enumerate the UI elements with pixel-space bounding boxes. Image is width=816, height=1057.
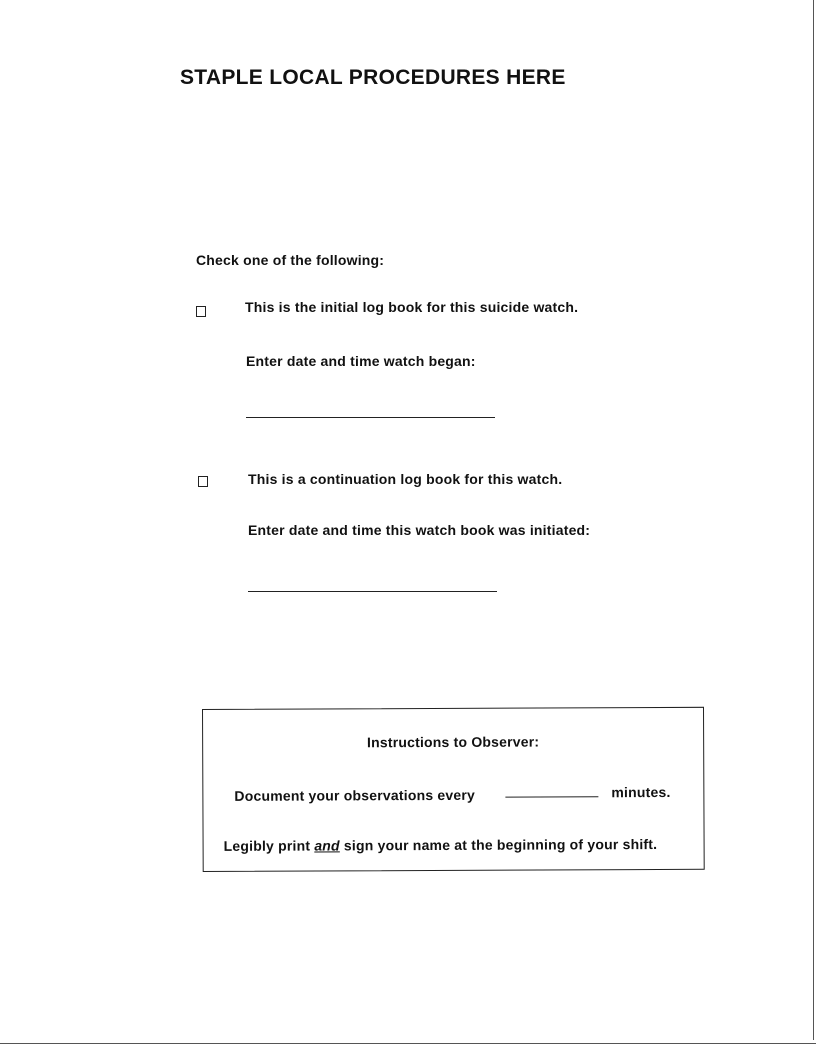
page-title: STAPLE LOCAL PROCEDURES HERE: [180, 66, 566, 89]
initial-log-checkbox[interactable]: [196, 306, 206, 317]
continuation-log-checkbox[interactable]: [198, 476, 208, 487]
book-initiated-date-field[interactable]: [248, 591, 497, 592]
minutes-label: minutes.: [611, 783, 671, 801]
page-edge-right: [813, 0, 814, 1040]
instructions-heading: Instructions to Observer:: [366, 733, 540, 751]
initial-log-label: This is the initial log book for this suicide watch.: [245, 299, 579, 315]
book-initiated-prompt: Enter date and time this watch book was initiated:: [248, 522, 591, 538]
print-prefix: Legibly print: [223, 837, 311, 854]
watch-began-date-field[interactable]: [246, 417, 495, 418]
page-edge-bottom: [0, 1043, 816, 1044]
print-emphasis: and: [314, 837, 340, 854]
instructions-box: [202, 707, 705, 872]
check-prompt: Check one of the following:: [196, 252, 385, 268]
print-sign-instruction: [224, 836, 658, 854]
continuation-log-label: This is a continuation log book for this watch.: [248, 471, 563, 487]
observation-interval-field[interactable]: [505, 796, 598, 797]
print-suffix: sign your name at the beginning of your shift.: [343, 836, 658, 854]
watch-began-prompt: Enter date and time watch began:: [246, 353, 476, 369]
document-observations-text: Document your observations every: [234, 786, 476, 804]
